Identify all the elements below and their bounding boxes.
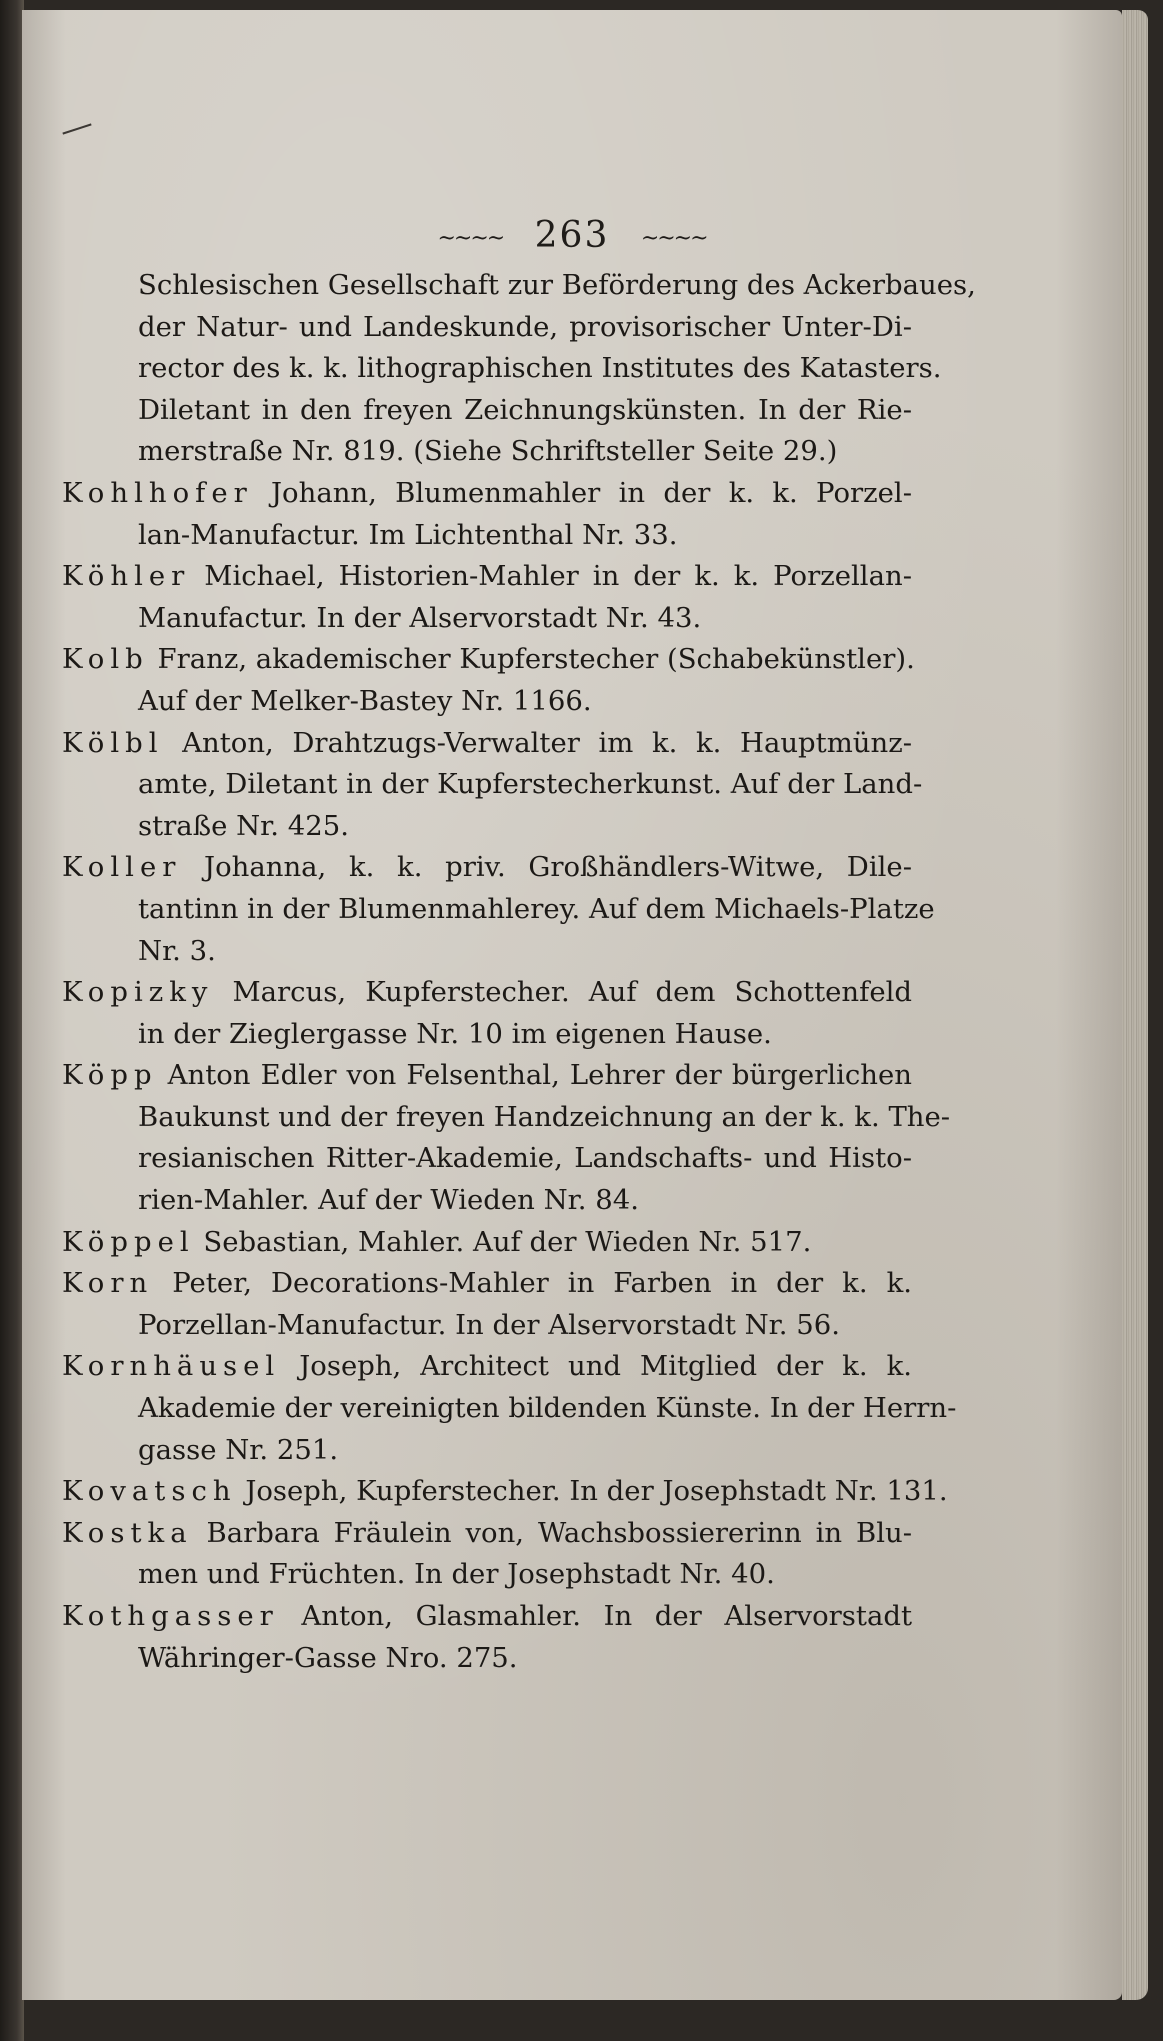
entry-koelbl <box>62 723 923 848</box>
entry-kothgasser <box>62 1596 912 1679</box>
page-body <box>62 265 976 1679</box>
page <box>22 10 1122 2000</box>
header-ornament-right: ~~~~ <box>640 225 707 251</box>
entry-surname: Köhler <box>62 560 191 593</box>
text-line: rien-Mahler. Auf der Wieden Nr. 84. <box>138 1184 640 1217</box>
text-line: Manufactur. In der Alservorstadt Nr. 43. <box>138 601 702 634</box>
entry-kovatsch <box>62 1471 948 1513</box>
text-line: rector des k. k. lithographischen Institutes des Katasters. <box>138 352 942 385</box>
entry-surname: Kostka <box>62 1516 193 1549</box>
text-line: Baukunst und der freyen Handzeichnung an der k. k. The- <box>138 1100 951 1133</box>
text-line: Nr. 3. <box>138 934 216 967</box>
text-line: Johanna, k. k. priv. Großhändlers-Witwe, Dile- <box>181 851 912 884</box>
entry-surname: Köpp <box>62 1059 158 1092</box>
text-line: men und Früchten. In der Josephstadt Nr. 40. <box>138 1558 775 1591</box>
text-line: Joseph, Architect und Mitglied der k. k. <box>280 1350 912 1383</box>
entry-kopizky <box>62 972 912 1055</box>
text-line: amte, Diletant in der Kupferstecherkunst. Auf der Land- <box>138 768 923 801</box>
text-line: tantinn in der Blumenmahlerey. Auf dem Michaels-Platze <box>138 892 935 925</box>
text-line: lan-Manufactur. Im Lichtenthal Nr. 33. <box>138 518 678 551</box>
text-line: Porzellan-Manufactur. In der Alservorstadt Nr. 56. <box>138 1308 841 1341</box>
text-line: Anton, Glasmahler. In der Alservorstadt <box>278 1600 912 1632</box>
entry-koepp <box>62 1055 951 1221</box>
entry-surname: Korn <box>62 1267 154 1300</box>
text-line: Währinger-Gasse Nro. 275. <box>138 1641 518 1674</box>
text-line: der Natur- und Landeskunde, provisorischer Unter-Di- <box>138 310 912 343</box>
page-number: 263 <box>534 215 610 256</box>
entry-surname: Kornhäusel <box>62 1350 281 1383</box>
entry-surname: Kölbl <box>62 726 164 759</box>
text-line: Marcus, Kupferstecher. Auf dem Schottenfeld <box>213 976 912 1009</box>
text-line: Michael, Historien-Mahler in der k. k. Porzellan- <box>190 560 912 593</box>
entry-kostka <box>62 1513 912 1596</box>
book-spine <box>0 0 24 2041</box>
stray-ink-mark <box>62 123 91 134</box>
entry-surname: Köppel <box>62 1225 195 1258</box>
entry-kolb <box>62 639 915 722</box>
text-line: Anton Edler von Felsenthal, Lehrer der bürgerlichen <box>157 1059 912 1092</box>
entry-surname: Kovatsch <box>62 1475 237 1508</box>
entry-surname: Kolb <box>62 643 149 676</box>
text-line: Anton, Drahtzugs-Verwalter im k. k. Hauptmünz- <box>163 726 912 759</box>
page-header <box>22 215 1122 256</box>
text-line: Peter, Decorations-Mahler in Farben in der k. k. <box>153 1267 912 1300</box>
entry-kornhaeusel <box>62 1346 957 1471</box>
entry-surname: Koller <box>62 851 182 884</box>
entry-surname: Kothgasser <box>62 1600 279 1632</box>
text-line: Diletant in den freyen Zeichnungskünsten. In der Rie- <box>138 393 912 426</box>
entry-koller <box>62 847 935 972</box>
entry-surname: Kopizky <box>62 976 214 1009</box>
text-line: Johann, Blumenmahler in der k. k. Porzel- <box>252 476 912 509</box>
text-line: straße Nr. 425. <box>138 809 349 842</box>
text-line: Schlesischen Gesellschaft zur Beförderung des Ackerbaues, <box>138 269 976 301</box>
text-line: Joseph, Kupferstecher. In der Josephstadt Nr. 131. <box>236 1475 948 1508</box>
header-ornament-left: ~~~~ <box>437 225 504 251</box>
text-line: gasse Nr. 251. <box>138 1433 339 1466</box>
entry-korn <box>62 1263 912 1346</box>
text-line: Sebastian, Mahler. Auf der Wieden Nr. 517. <box>194 1225 812 1258</box>
text-line: Barbara Fräulein von, Wachsbossiererinn in Blu- <box>192 1516 912 1549</box>
text-line: merstraße Nr. 819. (Siehe Schriftsteller Seite 29.) <box>138 435 838 468</box>
entry-kohlhofer <box>62 473 912 556</box>
text-line: Auf der Melker-Bastey Nr. 1166. <box>138 684 592 717</box>
text-line: in der Zieglergasse Nr. 10 im eigenen Hause. <box>138 1017 772 1050</box>
entry-koeppel <box>62 1222 912 1264</box>
continuation-paragraph <box>62 265 976 473</box>
entry-koehler <box>62 556 912 639</box>
text-line: Franz, akademischer Kupferstecher (Schabekünstler). <box>148 643 915 676</box>
page-edge <box>1122 10 1148 2000</box>
text-line: Akademie der vereinigten bildenden Künste. In der Herrn- <box>138 1392 957 1425</box>
entry-surname: Kohlhofer <box>62 476 253 509</box>
text-line: resianischen Ritter-Akademie, Landschafts- und Histo- <box>138 1142 912 1175</box>
